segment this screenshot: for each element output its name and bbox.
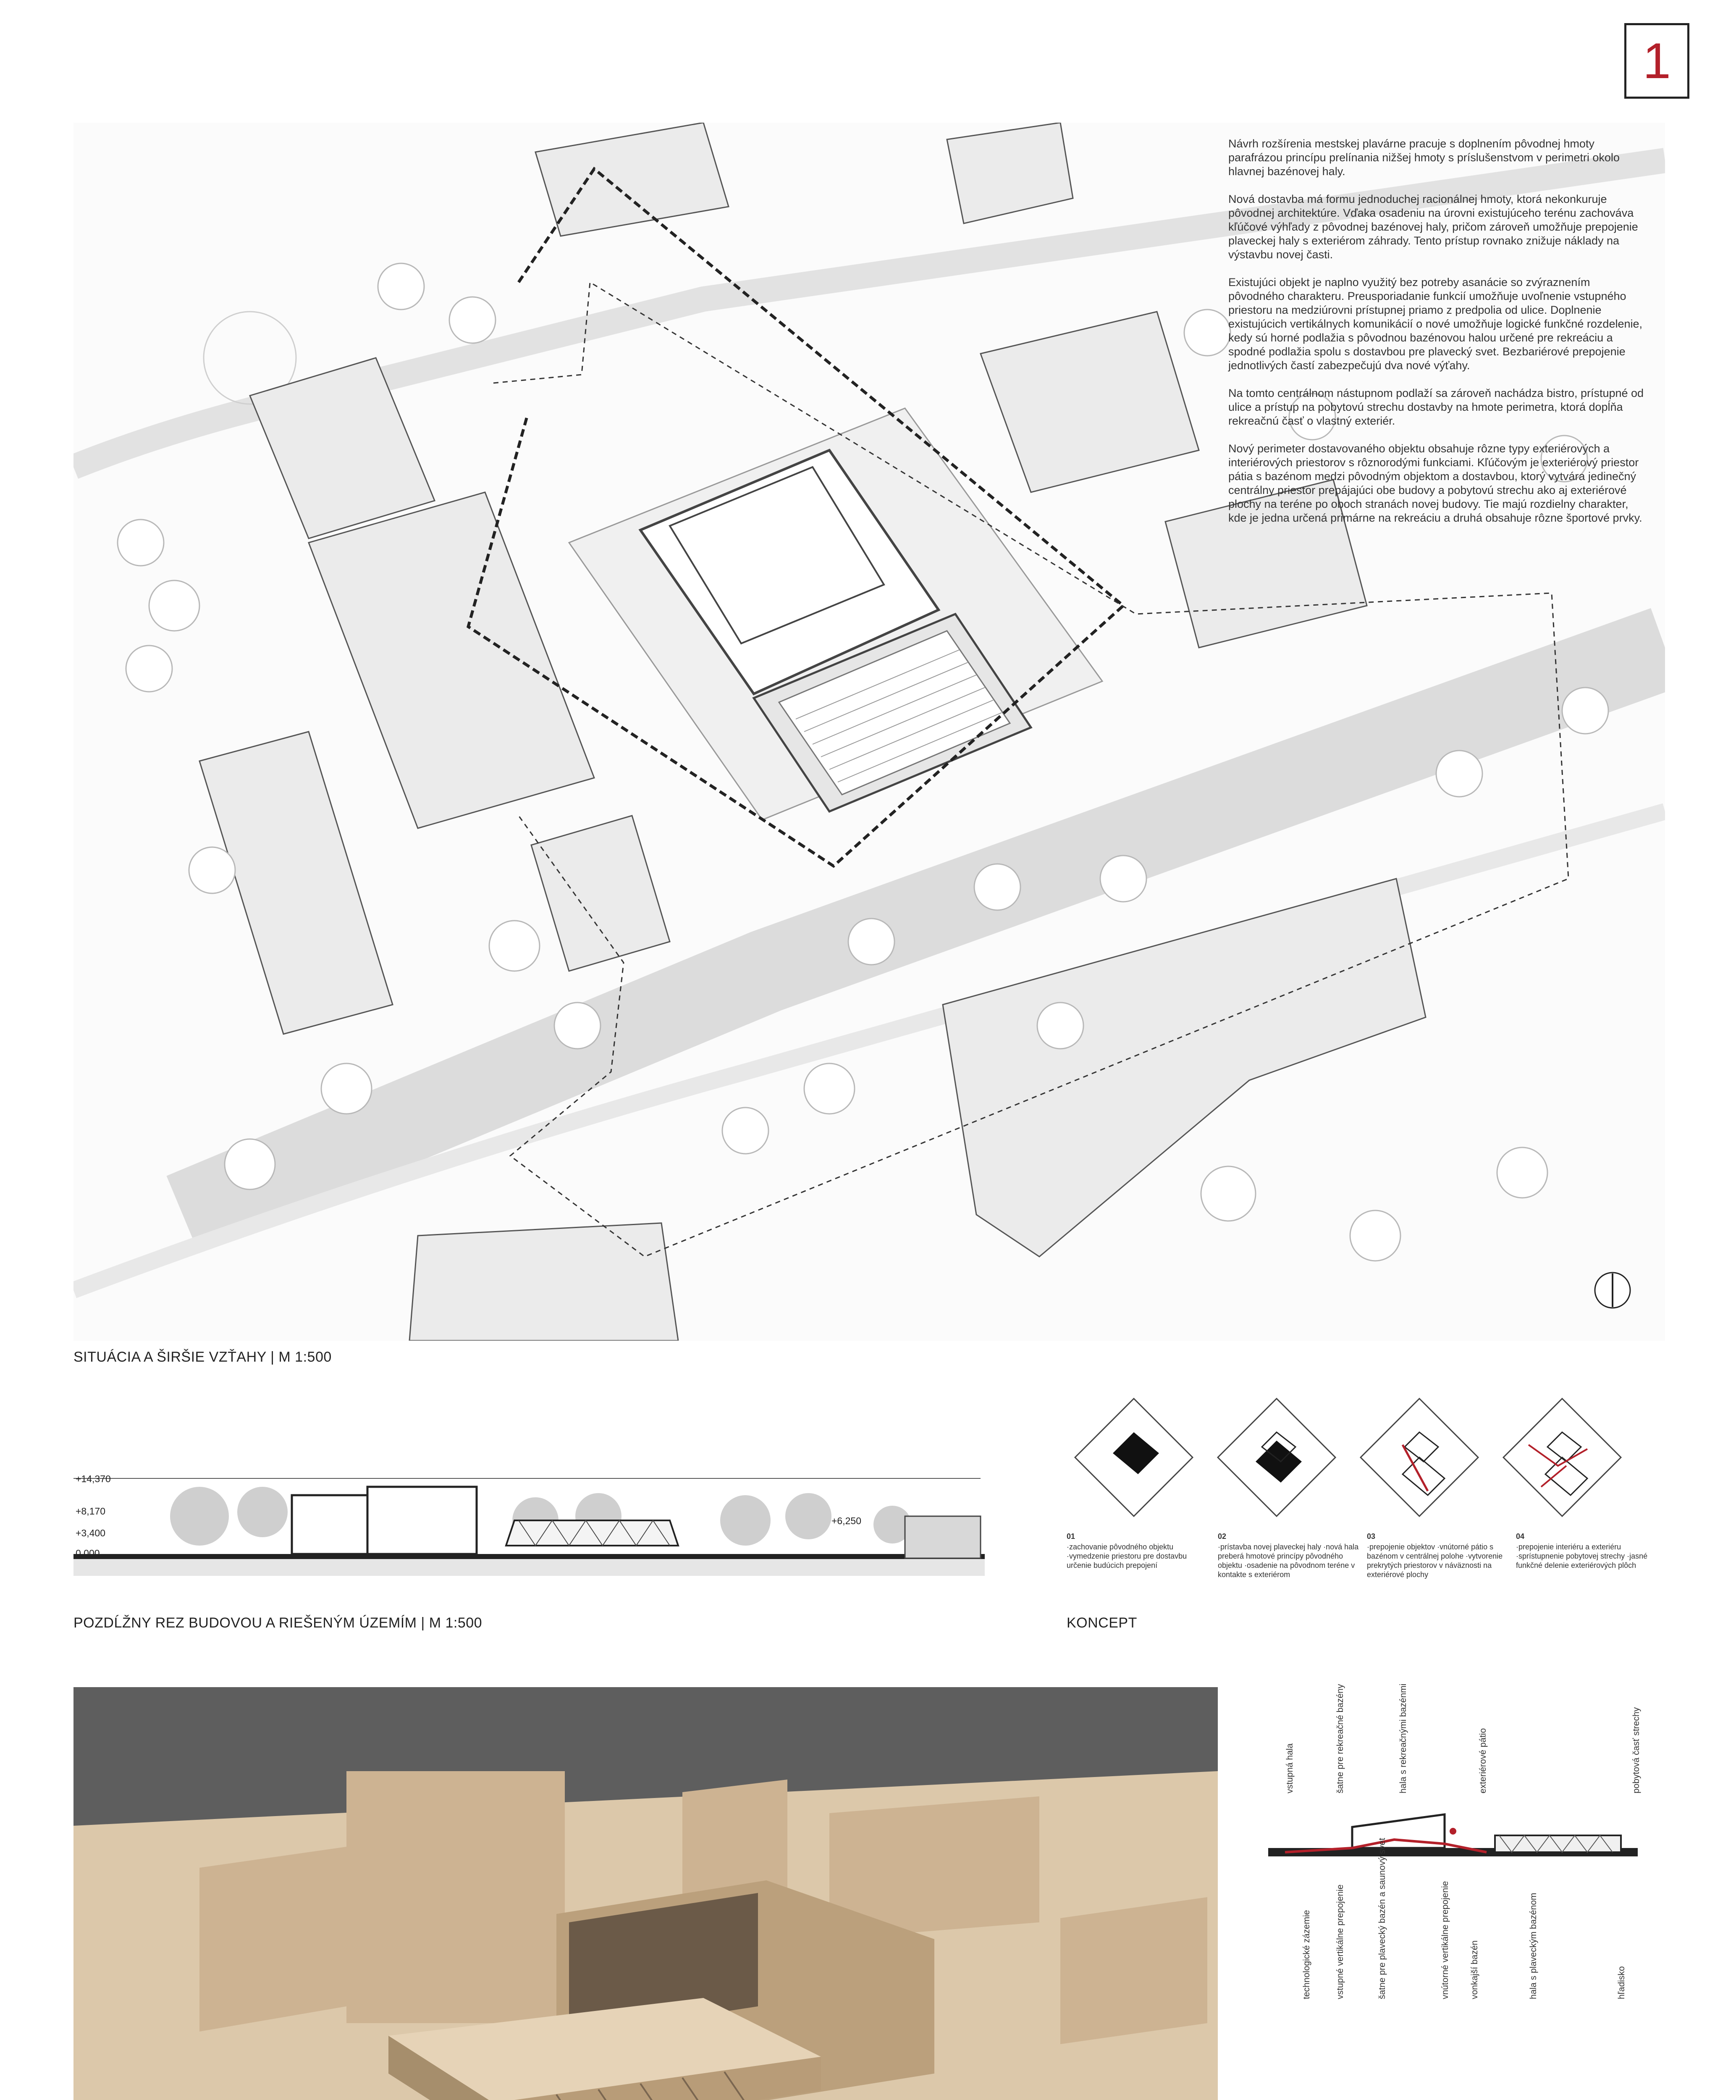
operational-scheme	[1268, 1798, 1646, 1882]
scheme-label: exteriérové pátio	[1478, 1728, 1488, 1793]
intro-paragraph: Existujúci objekt je naplno využitý bez potreby asanácie so zvýraznením pôvodného charakteru. Preusporiadanie funkcií umožňuje uvoľnenie vstupného priestoru na medziúrovni prístupnej priamo z predpolia od ulice. Doplnenie existujúcich vertikálnych komunikácií o nové umožňuje logické funkčné rozdelenie, kedy sú horné podlažia s pôvodnou bazénovou halou určené pre rekreáciu a spodné podlažia spolu s dostavbou pre plavecký svet. Bezbariérové prepojenie jednotlivých častí zabezpečujú dva nové výťahy.	[1228, 276, 1643, 372]
panel-number: 1	[1624, 23, 1689, 99]
scheme-label: hľadisko	[1617, 1966, 1626, 1999]
scheme-label: šatne pre plavecký bazén a saunový svet	[1377, 1838, 1387, 1999]
level-label: +6,250	[831, 1515, 861, 1526]
scheme-label: pobytová časť strechy	[1631, 1707, 1641, 1793]
level-label: +3,400	[76, 1528, 105, 1538]
concept-text: ·prepojenie objektov ·vnútorné pátio s bazénom v centrálnej polohe ·vytvorenie prekrytých priestorov v náväznosti na exteriérové plochy	[1367, 1543, 1503, 1579]
section-caption: POZDĹŽNY REZ BUDOVOU A RIEŠENÝM ÚZEMÍM | M 1:500	[73, 1615, 483, 1631]
intro-paragraph: Na tomto centrálnom nástupnom podlaží sa zároveň nachádza bistro, prístupné od ulice a prístup na pobytovú strechu dostavby na hmote perimetra, ktorá dopĺňa rekreačnú časť o vlastný exteriér.	[1228, 387, 1644, 427]
concept-diagrams	[1067, 1394, 1650, 1533]
level-label: 0,000	[76, 1548, 100, 1559]
scheme-label: hala s plaveckým bazénom	[1529, 1893, 1538, 1999]
concept-number: 02	[1218, 1532, 1227, 1541]
concept-text: ·zachovanie pôvodného objektu ·vymedzenie priestoru pre dostavbu určenie budúcich prepojení	[1067, 1543, 1187, 1570]
project-description	[1228, 137, 1648, 539]
model-render	[73, 1687, 1218, 2100]
concept-text: ·prístavba novej plaveckej haly ·nová hala preberá hmotové princípy pôvodného objektu ·osadenie na pôvodnom teréne v kontakte s exteriérom	[1218, 1543, 1359, 1579]
scheme-label: šatne pre rekreačné bazény	[1335, 1684, 1345, 1793]
concept-number: 04	[1516, 1532, 1525, 1541]
concept-number: 03	[1367, 1532, 1376, 1541]
longitudinal-section	[73, 1403, 989, 1596]
scheme-label: vstupné vertikálne prepojenie	[1335, 1884, 1345, 1999]
scheme-label: technologické zázemie	[1302, 1910, 1311, 1999]
scheme-label: vnútorné vertikálne prepojenie	[1440, 1881, 1450, 1999]
concept-text: ·prepojenie interiéru a exteriéru ·sprístupnenie pobytovej strechy ·jasné funkčné delenie exteriérových plôch	[1516, 1543, 1648, 1570]
level-label: +14,370	[76, 1473, 111, 1484]
intro-paragraph: Nový perimeter dostavovaného objektu obsahuje rôzne typy exteriérových a interiérových priestorov s rôznorodými funkciami. Kľúčovým je exteriérový priestor pátia s bazénom medzi pôvodným objektom a dostavbou, ktorý vytvára jedinečný centrálny priestor prepájajúci obe budovy a pobytovú strechu ako aj exteriérové plochy na teréne po oboch stranách novej budovy. Tie majú rozdielny charakter, kde je jedna určená primárne na rekreáciu a druhá obsahuje rôzne športové prvky.	[1228, 442, 1642, 524]
site-plan-caption: SITUÁCIA A ŠIRŠIE VZŤAHY | M 1:500	[73, 1349, 332, 1365]
intro-paragraph: Nová dostavba má formu jednoduchej racionálnej hmoty, ktorá nekonkuruje pôvodnej architektúre. Vďaka osadeniu na úrovni existujúceho terénu zachováva kľúčové výhľady z pôvodnej bazénovej haly, pričom zároveň umožňuje prepojenie plaveckej haly s exteriérom záhrady. Tento prístup rovnako znižuje náklady na výstavbu novej časti.	[1228, 193, 1638, 261]
scheme-label: vstupná hala	[1285, 1743, 1295, 1793]
intro-paragraph: Návrh rozšírenia mestskej plavárne pracuje s doplnením pôvodnej hmoty parafrázou princípu prelínania nižšej hmoty s príslušenstvom v perimetri okolo hlavnej bazénovej haly.	[1228, 137, 1620, 178]
concept-number: 01	[1067, 1532, 1075, 1541]
scheme-label: vonkajší bazén	[1470, 1940, 1479, 1999]
level-label: +8,170	[76, 1506, 105, 1517]
concept-caption: KONCEPT	[1067, 1615, 1137, 1631]
scheme-label: hala s rekreačnými bazénmi	[1398, 1683, 1408, 1793]
